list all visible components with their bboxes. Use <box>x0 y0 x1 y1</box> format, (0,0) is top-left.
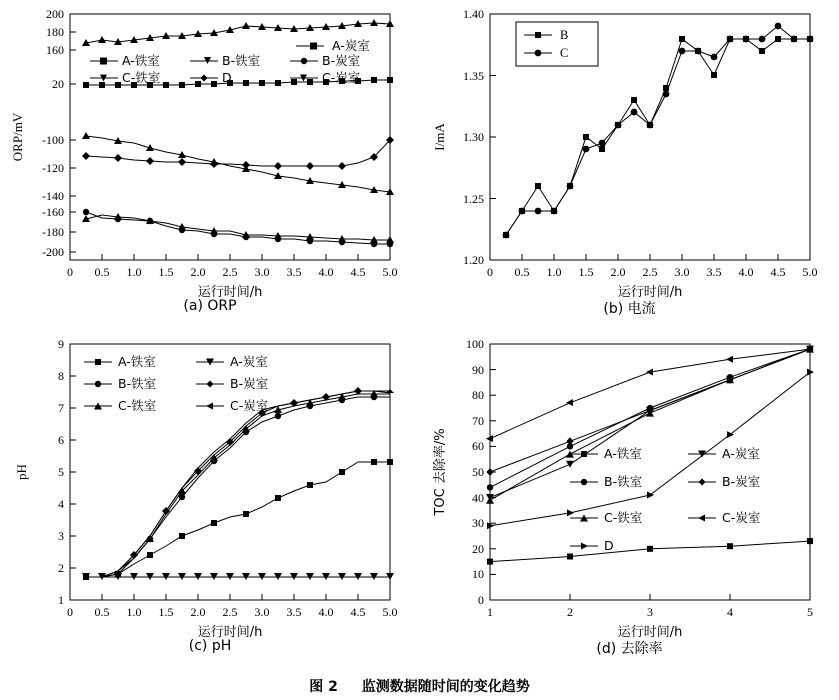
svg-text:2: 2 <box>567 605 573 619</box>
legend-c: C <box>560 46 569 60</box>
panel-b-xlabel: 运行时间/h <box>617 285 683 300</box>
svg-text:1: 1 <box>58 593 64 607</box>
svg-text:-100: -100 <box>42 133 64 147</box>
svg-text:1.5: 1.5 <box>158 265 174 279</box>
legend-a-carbon: A-炭室 <box>332 38 370 53</box>
panel-a-plot <box>0 0 420 300</box>
legend-d-c-carbon: C-炭室 <box>722 510 761 525</box>
svg-text:90: 90 <box>472 363 484 377</box>
svg-text:5.0: 5.0 <box>382 265 398 279</box>
figure-title-text: 监测数据随时间的变化趋势 <box>361 679 530 695</box>
legend-d-b-carbon: B-炭室 <box>722 474 761 489</box>
svg-text:100: 100 <box>466 337 484 351</box>
svg-text:8: 8 <box>58 369 64 383</box>
svg-text:0: 0 <box>487 265 493 279</box>
svg-text:3.0: 3.0 <box>674 265 690 279</box>
panel-b-legend-box <box>516 22 598 66</box>
svg-text:4.5: 4.5 <box>350 265 366 279</box>
svg-text:0.5: 0.5 <box>514 265 530 279</box>
panel-a-caption: (a) ORP <box>183 298 237 314</box>
panel-d-caption: (d) 去除率 <box>596 641 663 657</box>
legend-b-carbon: B-炭室 <box>322 53 361 68</box>
figure-title <box>0 676 839 696</box>
svg-text:6: 6 <box>58 433 64 447</box>
panel-a-ylabel: ORP/mV <box>10 112 25 162</box>
svg-text:4.5: 4.5 <box>350 605 366 619</box>
svg-text:50: 50 <box>472 465 484 479</box>
svg-text:4: 4 <box>58 497 64 511</box>
legend-d: D <box>222 70 232 85</box>
legend-d-d: D <box>604 538 614 553</box>
svg-text:5: 5 <box>58 465 64 479</box>
panel-c <box>0 330 420 660</box>
svg-text:200: 200 <box>46 7 64 21</box>
svg-text:1.30: 1.30 <box>463 130 484 144</box>
svg-text:0: 0 <box>67 605 73 619</box>
svg-text:1.40: 1.40 <box>463 7 484 21</box>
svg-text:-160: -160 <box>42 205 64 219</box>
legend-c-a-carbon: A-炭室 <box>230 354 268 369</box>
svg-text:-120: -120 <box>42 161 64 175</box>
svg-text:1.0: 1.0 <box>126 605 142 619</box>
svg-text:3: 3 <box>647 605 653 619</box>
panel-c-ylabel: pH <box>14 464 29 480</box>
svg-text:80: 80 <box>472 388 484 402</box>
panel-c-plot <box>0 330 420 640</box>
legend-c-a-iron: A-铁室 <box>118 354 156 369</box>
svg-text:20: 20 <box>52 77 64 91</box>
svg-text:9: 9 <box>58 337 64 351</box>
panel-d <box>420 330 839 660</box>
svg-text:-200: -200 <box>42 245 64 259</box>
svg-text:2.5: 2.5 <box>642 265 658 279</box>
svg-text:1.20: 1.20 <box>463 253 484 267</box>
svg-text:2.5: 2.5 <box>222 605 238 619</box>
legend-b-iron: B-铁室 <box>222 53 261 68</box>
svg-text:2.0: 2.0 <box>190 605 206 619</box>
svg-text:180: 180 <box>46 25 64 39</box>
svg-text:5.0: 5.0 <box>802 265 818 279</box>
svg-text:0.5: 0.5 <box>94 265 110 279</box>
legend-c-c-carbon: C-炭室 <box>230 398 269 413</box>
svg-text:3: 3 <box>58 529 64 543</box>
legend-c-carbon: C-炭室 <box>322 70 361 85</box>
panel-a <box>0 0 420 320</box>
panel-a-legend <box>90 38 370 85</box>
panel-d-plot <box>420 330 839 640</box>
panel-a-xlabel: 运行时间/h <box>197 285 263 300</box>
svg-text:4.0: 4.0 <box>738 265 754 279</box>
legend-c-b-iron: B-铁室 <box>118 376 157 391</box>
svg-text:1.0: 1.0 <box>126 265 142 279</box>
svg-text:3.5: 3.5 <box>286 605 302 619</box>
svg-text:30: 30 <box>472 516 484 530</box>
svg-text:3.5: 3.5 <box>286 265 302 279</box>
svg-text:1.5: 1.5 <box>158 605 174 619</box>
svg-text:3.5: 3.5 <box>706 265 722 279</box>
legend-d-a-carbon: A-炭室 <box>722 446 760 461</box>
legend-d-c-iron: C-铁室 <box>604 510 643 525</box>
panel-d-legend <box>570 446 760 553</box>
svg-text:2: 2 <box>58 561 64 575</box>
svg-text:0: 0 <box>478 593 484 607</box>
svg-text:60: 60 <box>472 439 484 453</box>
svg-text:1.25: 1.25 <box>463 192 484 206</box>
svg-text:2.5: 2.5 <box>222 265 238 279</box>
legend-a-iron: A-铁室 <box>122 53 160 68</box>
svg-text:4.0: 4.0 <box>318 605 334 619</box>
svg-text:7: 7 <box>58 401 64 415</box>
svg-text:-180: -180 <box>42 225 64 239</box>
panel-c-legend <box>84 354 268 413</box>
svg-text:1.0: 1.0 <box>546 265 562 279</box>
panel-b-caption: (b) 电流 <box>603 301 656 317</box>
svg-text:1: 1 <box>487 605 493 619</box>
svg-text:40: 40 <box>472 491 484 505</box>
legend-d-b-iron: B-铁室 <box>604 474 643 489</box>
legend-c-c-iron: C-铁室 <box>118 398 157 413</box>
svg-text:-140: -140 <box>42 189 64 203</box>
panel-b-ylabel: I/mA <box>432 123 447 151</box>
panel-d-xlabel: 运行时间/h <box>617 625 683 640</box>
svg-text:4.0: 4.0 <box>318 265 334 279</box>
svg-text:3.0: 3.0 <box>254 265 270 279</box>
svg-text:3.0: 3.0 <box>254 605 270 619</box>
panel-b-plot <box>420 0 839 300</box>
svg-text:20: 20 <box>472 542 484 556</box>
svg-text:2.0: 2.0 <box>610 265 626 279</box>
figure-number: 图 2 <box>309 679 338 695</box>
svg-text:5: 5 <box>807 605 813 619</box>
svg-text:1.5: 1.5 <box>578 265 594 279</box>
svg-text:2.0: 2.0 <box>190 265 206 279</box>
panel-d-ylabel: TOC 去除率/% <box>433 428 448 516</box>
svg-text:0: 0 <box>67 265 73 279</box>
panel-c-caption: (c) pH <box>188 638 232 654</box>
svg-text:70: 70 <box>472 414 484 428</box>
legend-d-a-iron: A-铁室 <box>604 446 642 461</box>
legend-c-b-carbon: B-炭室 <box>230 376 269 391</box>
svg-text:4: 4 <box>727 605 733 619</box>
legend-b: B <box>560 28 569 42</box>
svg-text:10: 10 <box>472 567 484 581</box>
panel-c-xlabel: 运行时间/h <box>197 625 263 640</box>
legend-c-iron: C-铁室 <box>122 70 161 85</box>
svg-text:0.5: 0.5 <box>94 605 110 619</box>
svg-text:160: 160 <box>46 43 64 57</box>
svg-text:1.35: 1.35 <box>463 69 484 83</box>
svg-text:4.5: 4.5 <box>770 265 786 279</box>
panel-b <box>420 0 839 320</box>
svg-text:5.0: 5.0 <box>382 605 398 619</box>
